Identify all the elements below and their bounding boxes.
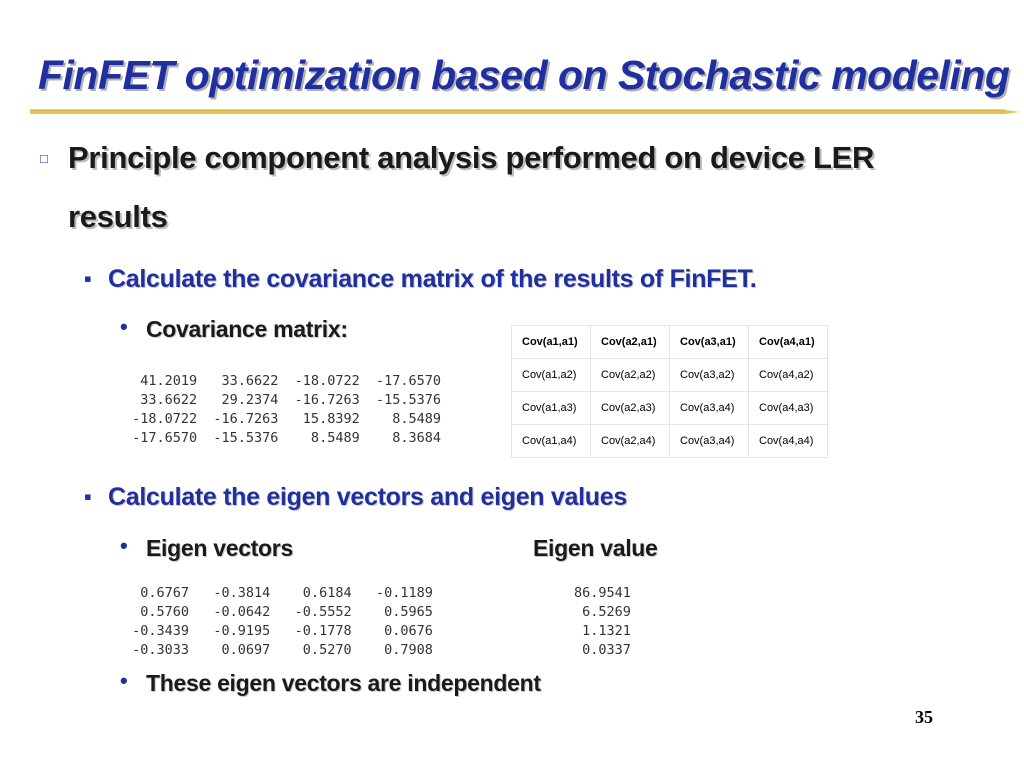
matrix-row: -0.3033 0.0697 0.5270 0.7908 — [124, 642, 433, 658]
square-icon: ▪ — [84, 266, 92, 291]
matrix-row: 33.6622 29.2374 -16.7263 -15.5376 — [124, 392, 441, 408]
table-cell: Cov(a3,a1) — [670, 326, 749, 359]
table-cell: Cov(a3,a2) — [670, 359, 749, 392]
table-cell: Cov(a2,a4) — [591, 425, 670, 458]
table-row — [512, 359, 828, 392]
table-cell: Cov(a1,a2) — [512, 359, 591, 392]
eigen-vector-matrix — [124, 584, 433, 660]
eigen-value-column — [574, 584, 631, 660]
table-cell: Cov(a4,a3) — [749, 392, 828, 425]
matrix-row: 6.5269 — [574, 604, 631, 620]
table-row — [512, 326, 828, 359]
dot-icon: • — [120, 533, 128, 558]
main-bullet-line-2: results — [68, 199, 168, 234]
eigen-vectors-label: Eigen vectors — [146, 535, 293, 561]
square-outline-icon: □ — [40, 151, 48, 166]
table-cell: Cov(a1,a1) — [512, 326, 591, 359]
eigen-heading: Calculate the eigen vectors and eigen values — [108, 483, 627, 511]
matrix-row: -0.3439 -0.9195 -0.1778 0.0676 — [124, 623, 433, 639]
matrix-row: 0.0337 — [574, 642, 631, 658]
dot-icon: • — [120, 314, 128, 339]
matrix-row: 1.1321 — [574, 623, 631, 639]
eigen-value-label: Eigen value — [533, 535, 658, 561]
independence-note: These eigen vectors are independent — [146, 670, 541, 696]
table-cell: Cov(a2,a1) — [591, 326, 670, 359]
dot-icon: • — [120, 668, 128, 693]
title-underline-rule — [30, 108, 1020, 116]
matrix-row: -18.0722 -16.7263 15.8392 8.5489 — [124, 411, 441, 427]
covariance-matrix — [124, 372, 441, 448]
table-cell: Cov(a4,a1) — [749, 326, 828, 359]
table-row — [512, 425, 828, 458]
table-cell: Cov(a4,a4) — [749, 425, 828, 458]
covariance-heading: Calculate the covariance matrix of the results of FinFET. — [108, 265, 757, 293]
matrix-row: -17.6570 -15.5376 8.5489 8.3684 — [124, 430, 441, 446]
table-cell: Cov(a1,a3) — [512, 392, 591, 425]
table-cell: Cov(a3,a4) — [670, 392, 749, 425]
matrix-row: 0.5760 -0.0642 -0.5552 0.5965 — [124, 604, 433, 620]
square-icon: ▪ — [84, 484, 92, 509]
matrix-row: 41.2019 33.6622 -18.0722 -17.6570 — [124, 373, 441, 389]
table-cell: Cov(a2,a3) — [591, 392, 670, 425]
table-cell: Cov(a3,a4) — [670, 425, 749, 458]
page-number: 35 — [915, 707, 933, 727]
table-cell: Cov(a4,a2) — [749, 359, 828, 392]
matrix-row: 0.6767 -0.3814 0.6184 -0.1189 — [124, 585, 433, 601]
slide-title: FinFET optimization based on Stochastic modeling — [38, 52, 1010, 98]
table-cell: Cov(a2,a2) — [591, 359, 670, 392]
covariance-subheading: Covariance matrix: — [146, 316, 348, 342]
main-bullet-line-1: Principle component analysis performed on device LER — [68, 140, 875, 175]
covariance-definition-table — [511, 325, 828, 458]
matrix-row: 86.9541 — [574, 585, 631, 601]
table-row — [512, 392, 828, 425]
table-cell: Cov(a1,a4) — [512, 425, 591, 458]
